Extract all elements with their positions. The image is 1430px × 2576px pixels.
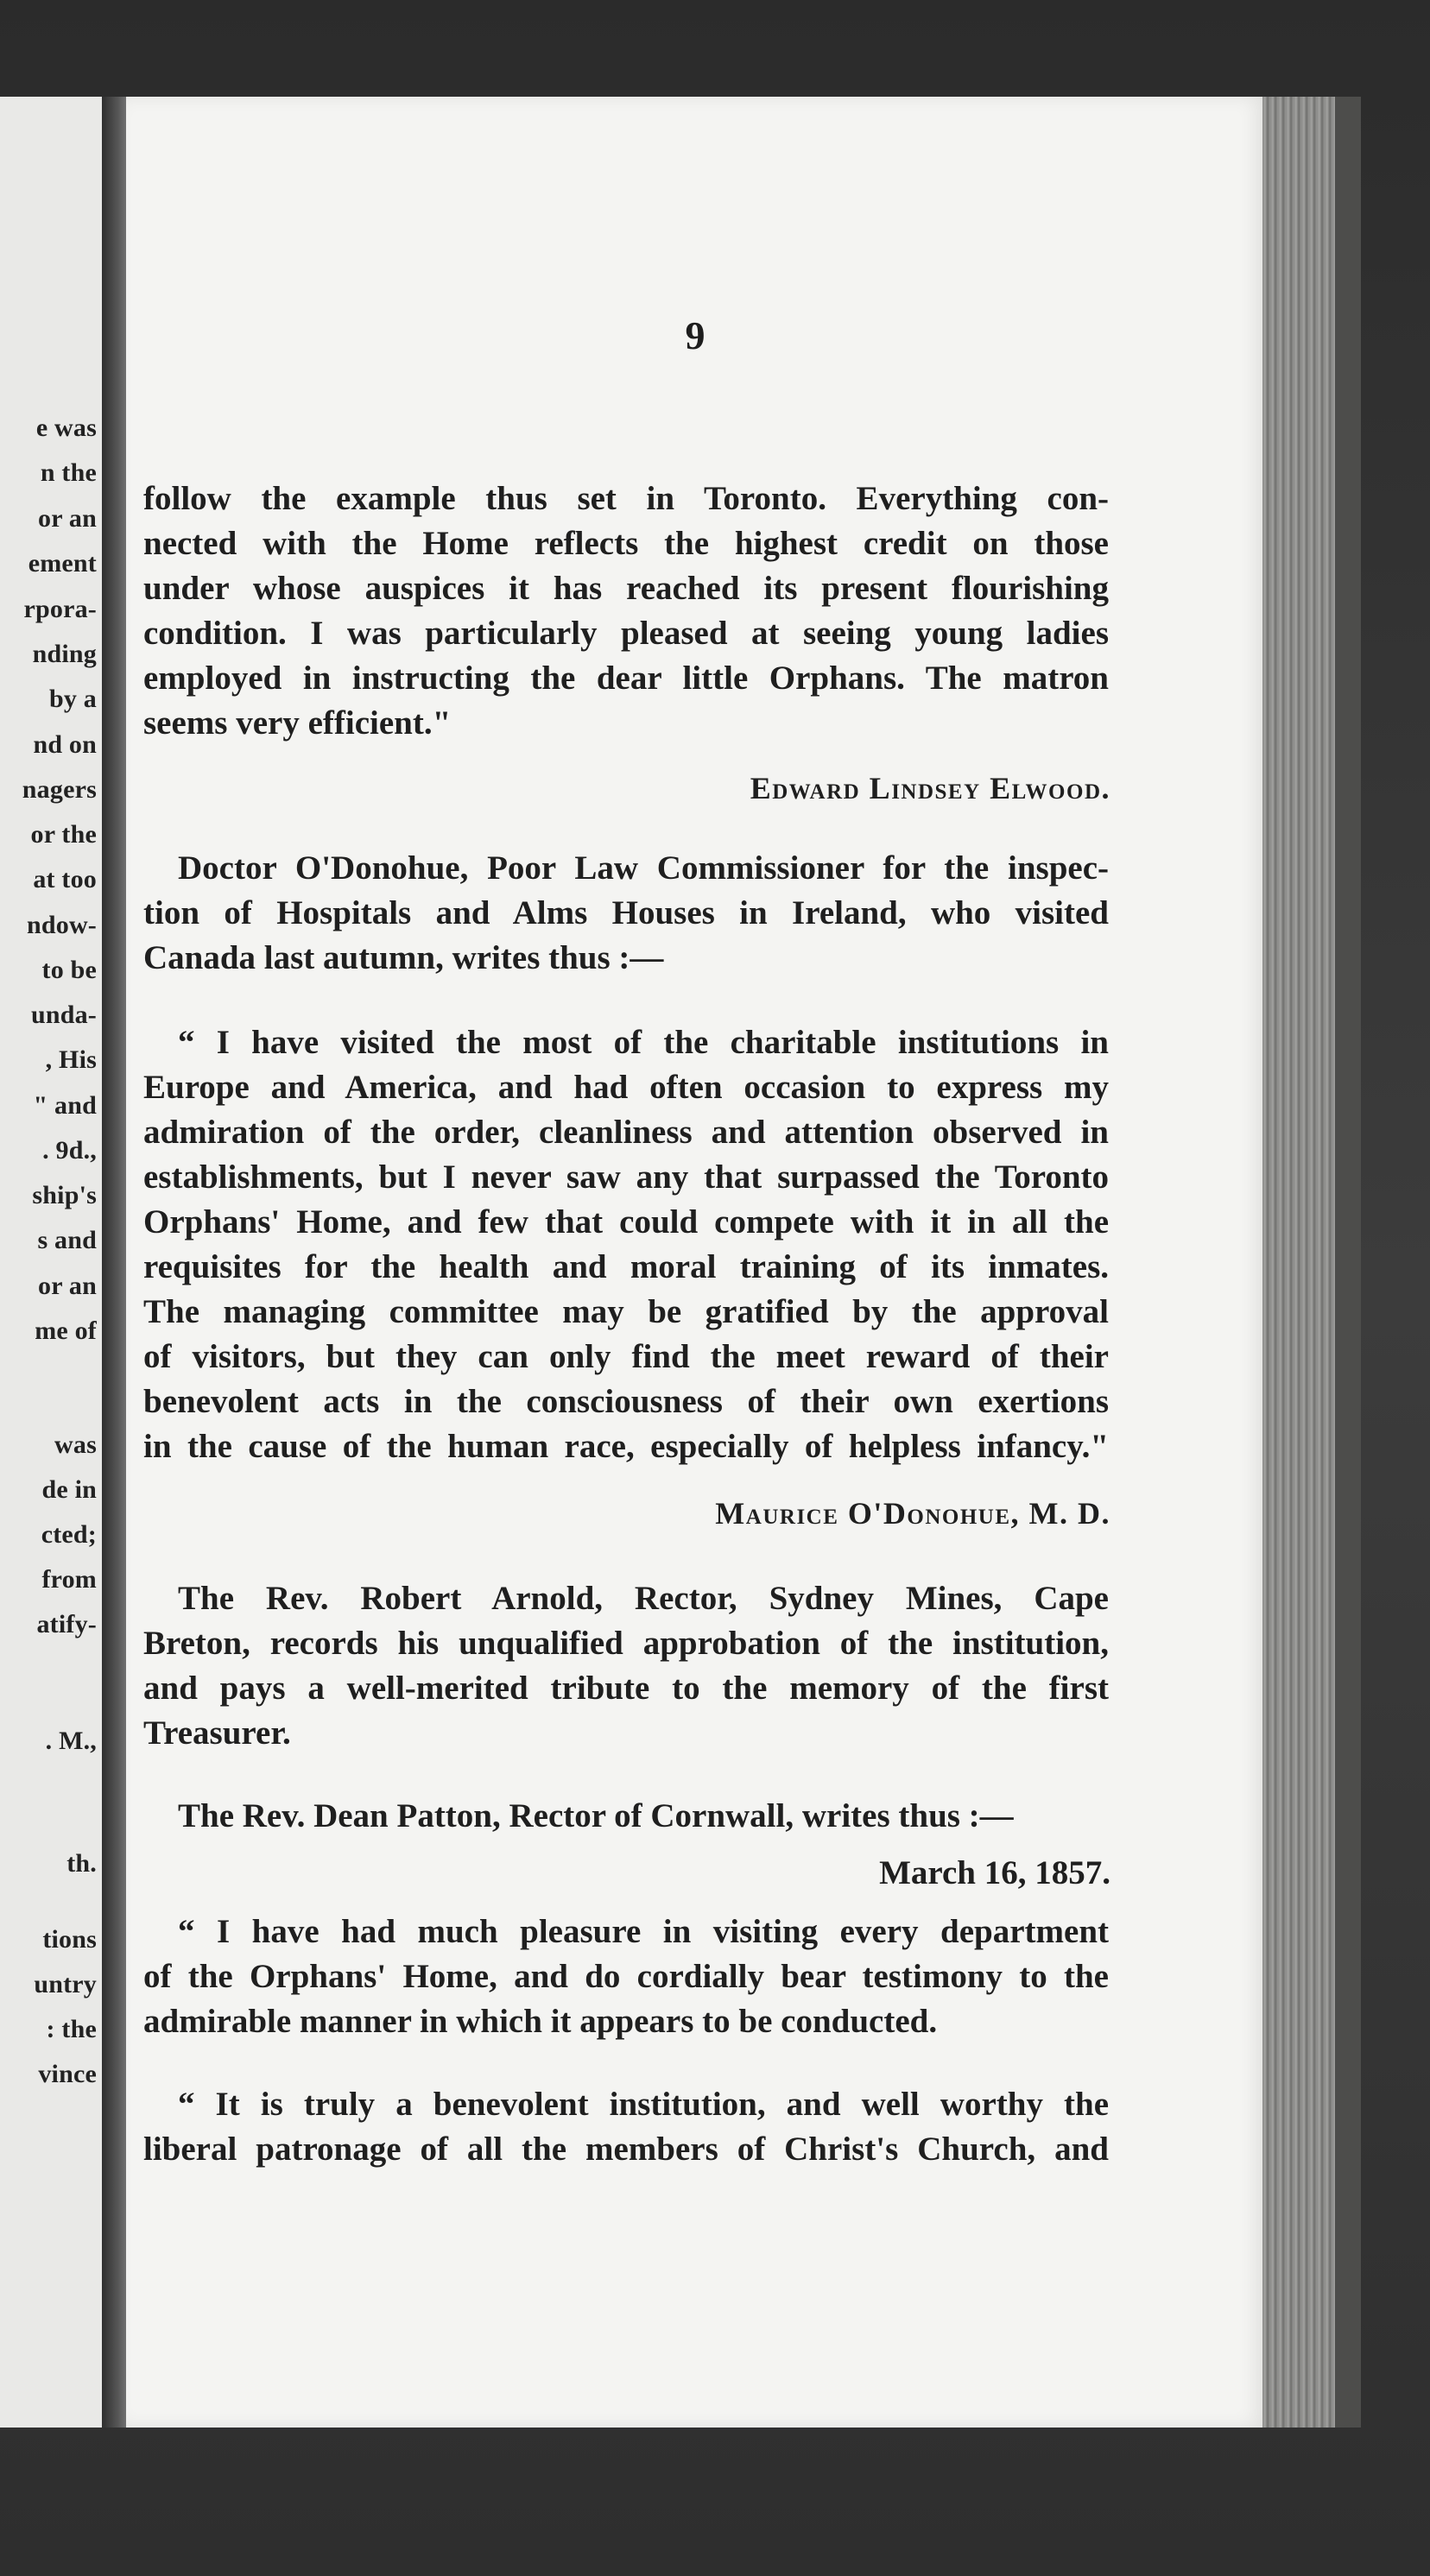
text-line: admiration of the order, cleanliness and attention observed in: [143, 1114, 1109, 1151]
facing-page-text-fragment: or an: [38, 504, 97, 533]
facing-page-text-fragment: tions: [42, 1925, 97, 1954]
facing-page-text-fragment: to be: [41, 956, 97, 984]
text-line: seems very efficient.": [143, 704, 452, 742]
book-gutter: [102, 97, 128, 2428]
facing-page-text-fragment: or the: [30, 820, 97, 849]
facing-page-text-fragment: " and: [33, 1091, 97, 1120]
facing-page-text-fragment: ement: [28, 549, 97, 578]
text-line: of visitors, but they can only find the meet reward of their: [143, 1338, 1109, 1375]
facing-page-strip: [0, 97, 102, 2428]
text-line: Orphans' Home, and few that could compete with it in all the: [143, 1203, 1109, 1241]
text-line: of the Orphans' Home, and do cordially bear testimony to the: [143, 1958, 1109, 1995]
text-line: Doctor O'Donohue, Poor Law Commissioner for the inspec-: [178, 849, 1109, 887]
text-line: “ I have had much pleasure in visiting every department: [178, 1913, 1109, 1950]
page-block-edge: [1262, 97, 1335, 2428]
text-line: Europe and America, and had often occasion to express my: [143, 1069, 1109, 1106]
text-line: under whose auspices it has reached its present flourishing: [143, 570, 1109, 607]
text-line: liberal patronage of all the members of Christ's Church, and: [143, 2131, 1109, 2168]
facing-page-text-fragment: e was: [35, 414, 97, 442]
text-line: Treasurer.: [143, 1714, 291, 1752]
facing-page-text-fragment: unda-: [30, 1001, 97, 1029]
facing-page-text-fragment: : the: [46, 2015, 97, 2043]
text-line: “ It is truly a benevolent institution, and well worthy the: [178, 2086, 1109, 2123]
facing-page-text-fragment: de in: [41, 1475, 97, 1504]
text-line: nected with the Home reflects the highest credit on those: [143, 525, 1109, 562]
facing-page-text-fragment: , His: [45, 1045, 97, 1074]
facing-page-text-fragment: me of: [35, 1316, 97, 1345]
text-line: employed in instructing the dear little Orphans. The matron: [143, 660, 1109, 697]
paragraph-1: [143, 477, 1109, 746]
text-line: Breton, records his unqualified approbation of the institution,: [143, 1625, 1109, 1662]
facing-page-text-fragment: atify-: [36, 1610, 97, 1638]
facing-page-text-fragment: . M.,: [45, 1727, 97, 1755]
signature-elwood: Edward Lindsey Elwood.: [750, 771, 1110, 805]
facing-page-text-fragment: n the: [40, 458, 97, 487]
paragraph-4: [143, 1576, 1109, 1756]
facing-page-text-fragment: cted;: [41, 1520, 97, 1549]
facing-page-text-fragment: ship's: [32, 1181, 97, 1209]
signature-odonohue: Maurice O'Donohue, M. D.: [715, 1496, 1110, 1531]
paragraph-6-quote: [143, 1910, 1109, 2044]
facing-page-text-fragment: by a: [49, 685, 97, 713]
text-line: condition. I was particularly pleased at seeing young ladies: [143, 615, 1109, 652]
facing-page-text-fragment: ndow-: [26, 911, 97, 939]
text-line: The Rev. Dean Patton, Rector of Cornwall, writes thus :—: [178, 1797, 1014, 1834]
facing-page-text-fragment: vince: [38, 2060, 97, 2088]
text-line: The Rev. Robert Arnold, Rector, Sydney Mines, Cape: [178, 1580, 1109, 1617]
facing-page-text-fragment: or an: [38, 1272, 97, 1300]
paragraph-2: [143, 846, 1109, 981]
text-line: in the cause of the human race, especially of helpless infancy.": [143, 1428, 1109, 1465]
cover-edge: [1335, 97, 1361, 2428]
facing-page-text-fragment: untry: [34, 1970, 97, 1998]
paragraph-5: [143, 1794, 1109, 1839]
facing-page-text-fragment: th.: [66, 1849, 97, 1878]
facing-page-text-fragment: nding: [32, 640, 97, 668]
facing-page-text-fragment: s and: [37, 1226, 97, 1254]
facing-page-text-fragment: was: [54, 1430, 97, 1459]
text-line: tion of Hospitals and Alms Houses in Ireland, who visited: [143, 894, 1109, 931]
date-line: March 16, 1857.: [879, 1854, 1110, 1891]
facing-page-text-fragment: at too: [33, 865, 97, 893]
text-line: follow the example thus set in Toronto. Everything con-: [143, 480, 1109, 517]
facing-page-text-fragment: . 9d.,: [42, 1136, 97, 1165]
facing-page-text-fragment: nagers: [22, 775, 97, 804]
paragraph-3-quote: [143, 1020, 1109, 1469]
text-line: Canada last autumn, writes thus :—: [143, 939, 664, 976]
facing-page-text-fragment: nd on: [33, 730, 97, 759]
text-line: benevolent acts in the consciousness of their own exertions: [143, 1383, 1109, 1420]
text-line: and pays a well-merited tribute to the memory of the first: [143, 1670, 1109, 1707]
text-line: The managing committee may be gratified by the approval: [143, 1293, 1109, 1330]
page-number: 9: [685, 313, 706, 357]
book-page: [126, 97, 1264, 2428]
facing-page-text-fragment: rpora-: [23, 595, 97, 623]
text-line: establishments, but I never saw any that surpassed the Toronto: [143, 1159, 1109, 1196]
text-line: “ I have visited the most of the charitable institutions in: [178, 1024, 1109, 1061]
text-line: admirable manner in which it appears to be conducted.: [143, 2003, 938, 2040]
text-line: requisites for the health and moral training of its inmates.: [143, 1248, 1109, 1285]
facing-page-text-fragment: from: [41, 1565, 97, 1594]
paragraph-7-quote: [143, 2082, 1109, 2172]
